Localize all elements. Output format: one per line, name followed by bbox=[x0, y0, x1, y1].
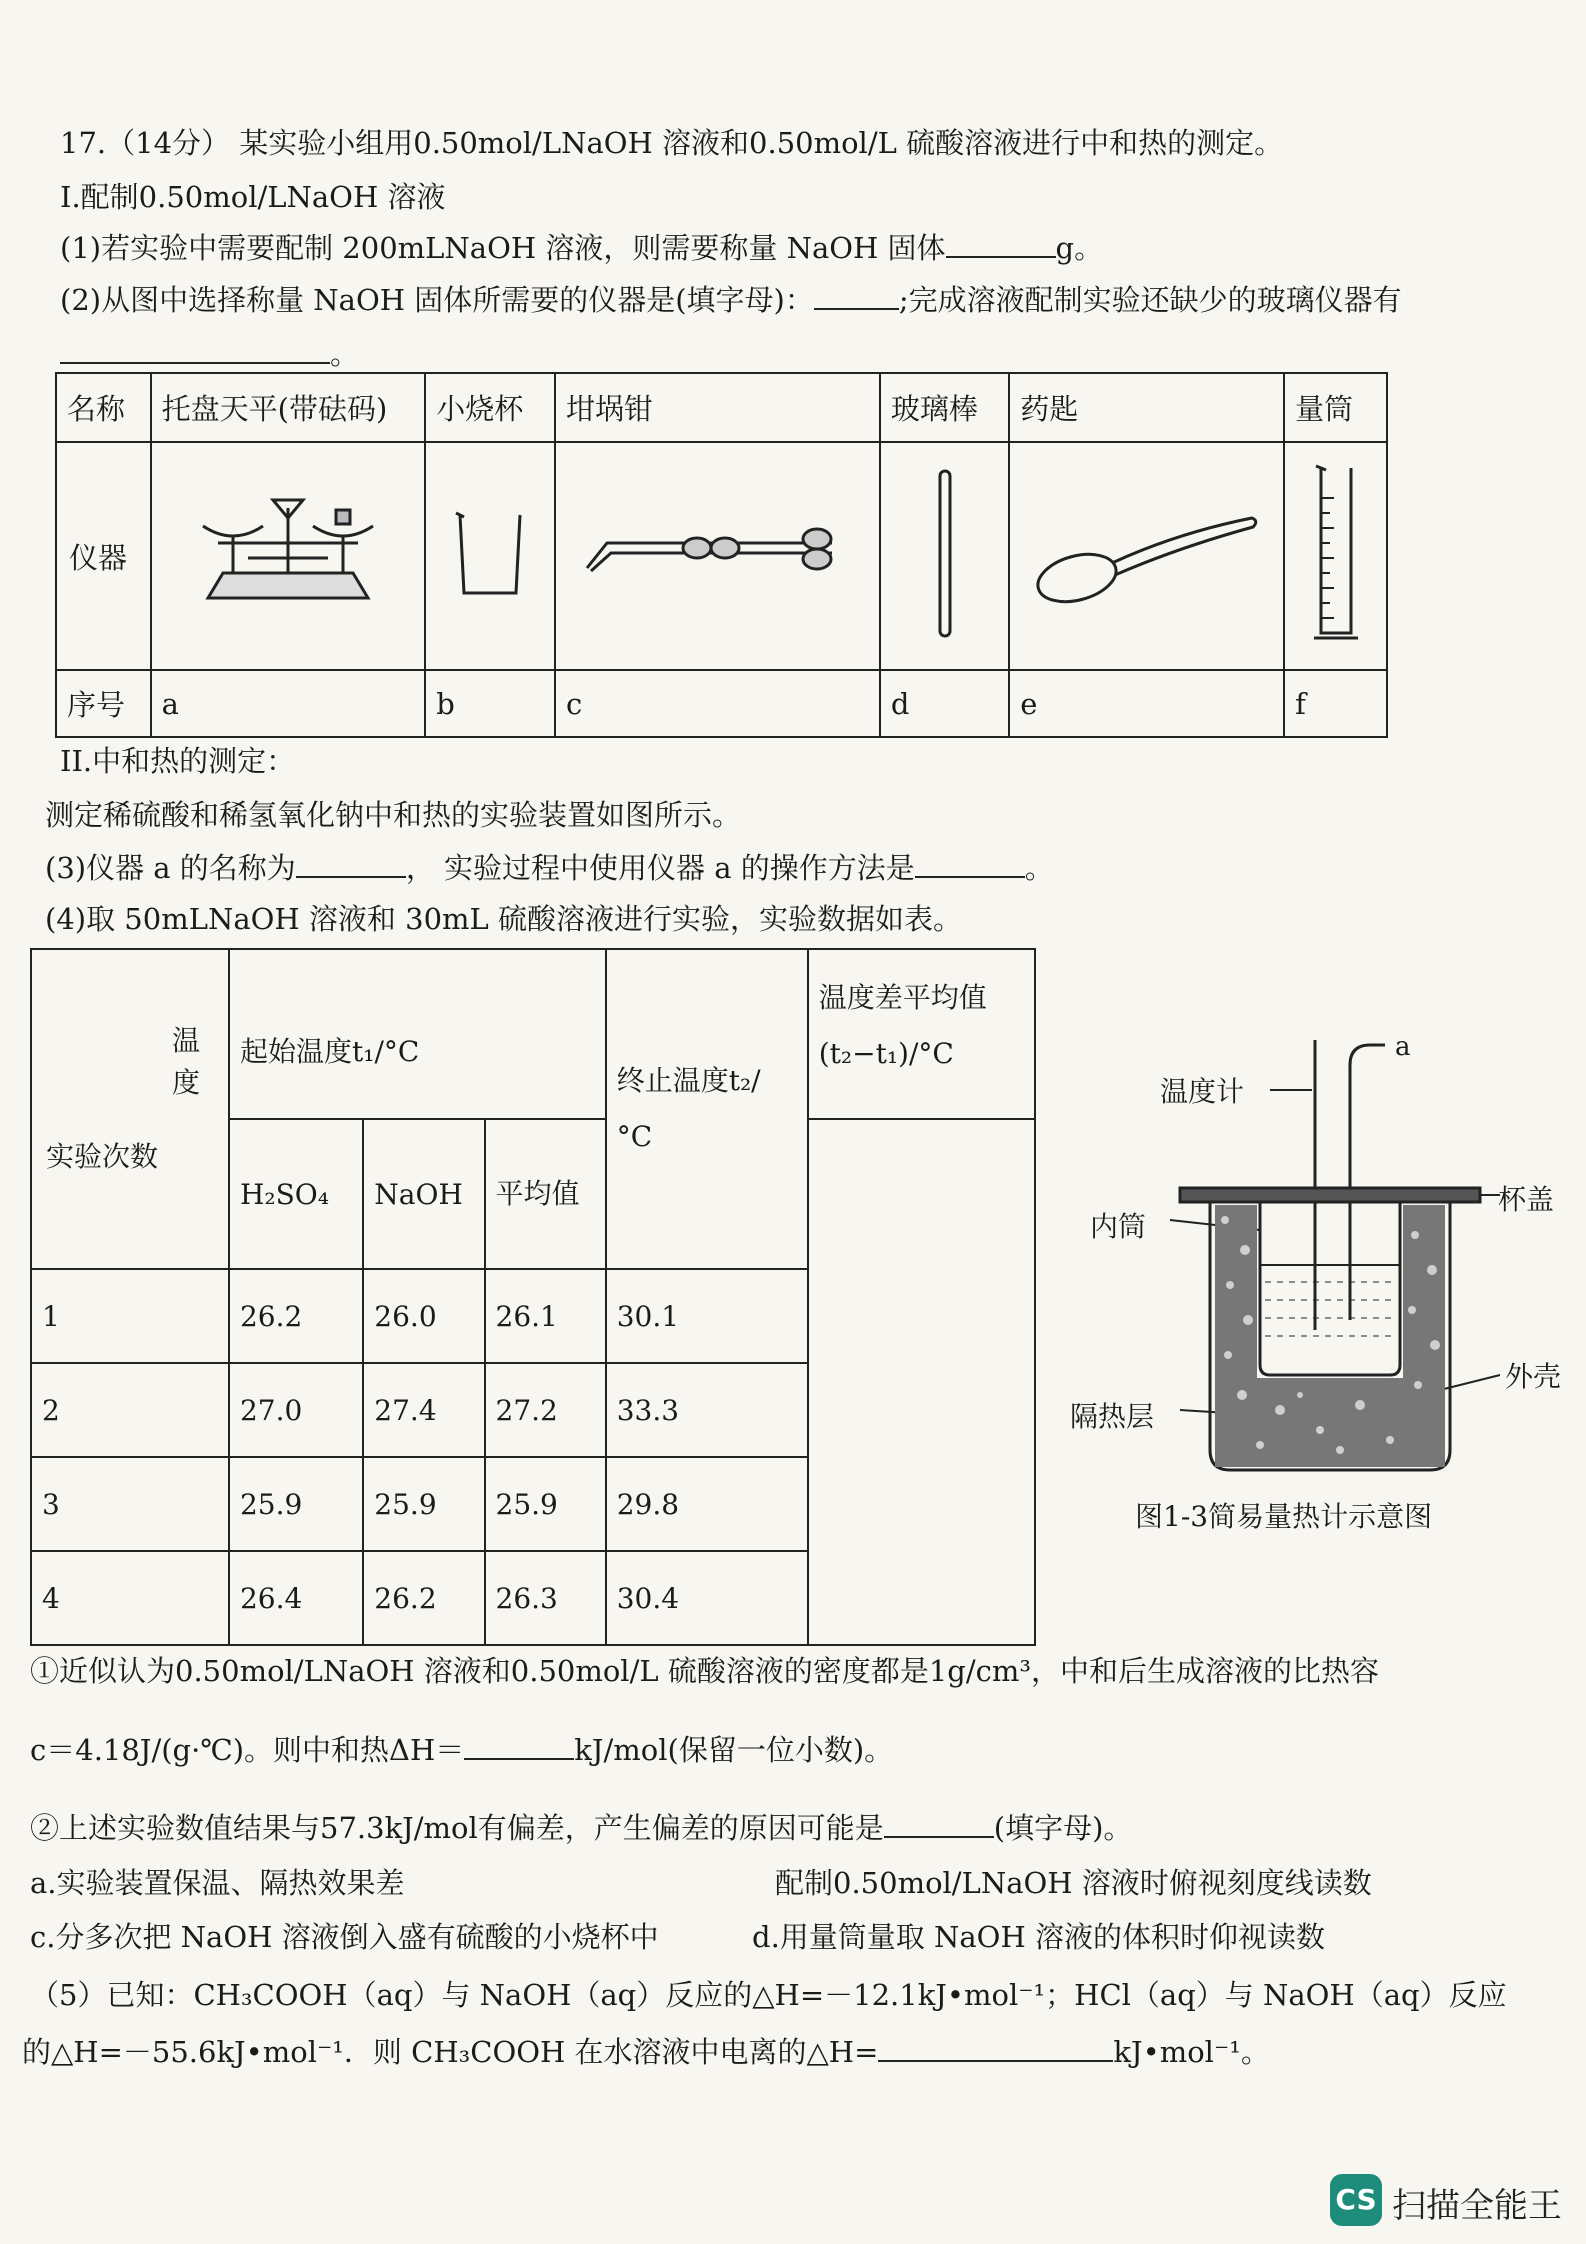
sub-question-2 bbox=[30, 1810, 1132, 1846]
label-inner-cup: 内筒 bbox=[1090, 1210, 1147, 1243]
option-b: 配制0.50mol/LNaOH 溶液时俯视刻度线读数 bbox=[775, 1866, 1372, 1900]
label-a: a bbox=[1395, 1032, 1411, 1062]
naoh-value: 27.4 bbox=[363, 1363, 484, 1457]
scanner-watermark bbox=[1330, 2170, 1570, 2230]
row-label-instrument: 仪器 bbox=[56, 442, 151, 670]
question-2-text: (2)从图中选择称量 NaOH 固体所需要的仪器是(填字母)： bbox=[60, 283, 814, 317]
answer-blank[interactable] bbox=[464, 1732, 574, 1760]
question-3 bbox=[45, 850, 1054, 886]
data-table bbox=[30, 948, 1036, 1646]
equipment-name: 坩埚钳 bbox=[555, 373, 880, 442]
spoon-icon bbox=[1009, 442, 1284, 670]
question-5-unit: kJ•mol⁻¹。 bbox=[1113, 2035, 1270, 2069]
sub-question-2-text: ②上述实验数值结果与57.3kJ/mol有偏差，产生偏差的原因可能是 bbox=[30, 1811, 884, 1845]
equipment-name: 量筒 bbox=[1284, 373, 1387, 442]
equipment-seq: e bbox=[1009, 670, 1284, 737]
avg-header: 平均值 bbox=[485, 1119, 606, 1269]
equipment-seq: b bbox=[425, 670, 555, 737]
avg-value: 25.9 bbox=[485, 1457, 606, 1551]
label-lid: 杯盖 bbox=[1498, 1183, 1555, 1216]
graduated-cylinder-icon bbox=[1284, 442, 1387, 670]
avg-value: 26.1 bbox=[485, 1269, 606, 1363]
end-value: 33.3 bbox=[606, 1363, 808, 1457]
answer-blank[interactable] bbox=[915, 850, 1025, 878]
question-2-end: 。 bbox=[330, 337, 360, 371]
equipment-table bbox=[55, 372, 1388, 738]
equipment-seq: d bbox=[880, 670, 1009, 737]
equipment-seq: f bbox=[1284, 670, 1387, 737]
answer-blank[interactable] bbox=[884, 1810, 994, 1838]
sub-question-2-end: (填字母)。 bbox=[993, 1811, 1133, 1845]
question-1-unit: g。 bbox=[1055, 231, 1104, 265]
question-1 bbox=[60, 230, 1103, 266]
equipment-name: 药匙 bbox=[1009, 373, 1284, 442]
figure-caption: 图1-3简易量热计示意图 bbox=[1135, 1500, 1433, 1533]
equipment-name: 玻璃棒 bbox=[880, 373, 1009, 442]
h2so4-value: 26.2 bbox=[229, 1269, 363, 1363]
h2so4-value: 25.9 bbox=[229, 1457, 363, 1551]
sub-question-1-continued bbox=[30, 1732, 893, 1768]
h2so4-value: 27.0 bbox=[229, 1363, 363, 1457]
question-1-text: (1)若实验中需要配制 200mLNaOH 溶液，则需要称量 NaOH 固体 bbox=[60, 231, 946, 265]
calorimeter-icon bbox=[1060, 1020, 1580, 1560]
question-5: （5）已知：CH₃COOH（aq）与 NaOH（aq）反应的△H=－12.1kJ•mol⁻¹；HCl（aq）与 NaOH（aq）反应 bbox=[30, 1978, 1507, 2012]
balance-icon bbox=[151, 442, 426, 670]
diff-avg-cell[interactable] bbox=[808, 1119, 1035, 1645]
option-a: a.实验装置保温、隔热效果差 bbox=[30, 1866, 405, 1900]
question-2-text-b: ;完成溶液配制实验还缺少的玻璃仪器有 bbox=[898, 283, 1402, 317]
question-17-title: 17.（14分） 某实验小组用0.50mol/LNaOH 溶液和0.50mol/L 硫酸溶液进行中和热的测定。 bbox=[60, 126, 1284, 160]
part-2-description: 测定稀硫酸和稀氢氧化钠中和热的实验装置如图所示。 bbox=[45, 798, 742, 832]
sub-question-1-text: c＝4.18J/(g·℃)。则中和热ΔH＝ bbox=[30, 1733, 465, 1767]
label-outer-shell: 外壳 bbox=[1505, 1360, 1562, 1393]
part-2-title: II.中和热的测定： bbox=[60, 744, 296, 778]
calorimeter-diagram bbox=[1060, 1020, 1580, 1560]
end-value: 30.1 bbox=[606, 1269, 808, 1363]
cs-logo-text: 扫描全能王 bbox=[1392, 2186, 1562, 2226]
end-value: 29.8 bbox=[606, 1457, 808, 1551]
question-2 bbox=[60, 282, 1402, 318]
h2so4-value: 26.4 bbox=[229, 1551, 363, 1645]
naoh-header: NaOH bbox=[363, 1119, 484, 1269]
row-label-seq: 序号 bbox=[56, 670, 151, 737]
option-d: d.用量筒量取 NaOH 溶液的体积时仰视读数 bbox=[752, 1920, 1325, 1954]
label-thermometer: 温度计 bbox=[1160, 1075, 1245, 1108]
diagonal-top-label: 温度 bbox=[172, 1024, 201, 1099]
question-3-end: 。 bbox=[1024, 851, 1054, 885]
glass-rod-icon bbox=[880, 442, 1009, 670]
question-3-text-b: ， 实验过程中使用仪器 a 的操作方法是 bbox=[405, 851, 915, 885]
crucible-tongs-icon bbox=[555, 442, 880, 670]
question-2-continued bbox=[60, 336, 359, 372]
diff-avg-header: 温度差平均值(t₂−t₁)/°C bbox=[808, 949, 1035, 1119]
answer-blank[interactable] bbox=[946, 230, 1056, 258]
label-insulation: 隔热层 bbox=[1070, 1400, 1155, 1433]
answer-blank[interactable] bbox=[60, 336, 330, 364]
equipment-seq: a bbox=[151, 670, 426, 737]
diagonal-header bbox=[31, 949, 229, 1269]
avg-value: 26.3 bbox=[485, 1551, 606, 1645]
trial-number: 3 bbox=[31, 1457, 229, 1551]
beaker-icon bbox=[425, 442, 555, 670]
start-temp-header: 起始温度t₁/°C bbox=[229, 949, 606, 1119]
question-4: (4)取 50mLNaOH 溶液和 30mL 硫酸溶液进行实验，实验数据如表。 bbox=[45, 902, 962, 936]
answer-blank[interactable] bbox=[878, 2034, 1113, 2062]
trial-number: 4 bbox=[31, 1551, 229, 1645]
sub-question-1: ①近似认为0.50mol/LNaOH 溶液和0.50mol/L 硫酸溶液的密度都是1g/cm³，中和后生成溶液的比热容 bbox=[30, 1654, 1379, 1688]
equipment-name: 小烧杯 bbox=[425, 373, 555, 442]
question-5-continued bbox=[22, 2034, 1270, 2070]
naoh-value: 26.0 bbox=[363, 1269, 484, 1363]
naoh-value: 25.9 bbox=[363, 1457, 484, 1551]
equipment-name: 托盘天平(带砝码) bbox=[151, 373, 426, 442]
equipment-seq: c bbox=[555, 670, 880, 737]
trial-number: 1 bbox=[31, 1269, 229, 1363]
answer-blank[interactable] bbox=[814, 282, 899, 310]
naoh-value: 26.2 bbox=[363, 1551, 484, 1645]
row-label-name: 名称 bbox=[56, 373, 151, 442]
avg-value: 27.2 bbox=[485, 1363, 606, 1457]
end-value: 30.4 bbox=[606, 1551, 808, 1645]
end-temp-header: 终止温度t₂/°C bbox=[606, 949, 808, 1269]
part-1-title: I.配制0.50mol/LNaOH 溶液 bbox=[60, 180, 446, 214]
cs-logo-icon: CS bbox=[1330, 2174, 1382, 2226]
question-5-text: 的△H=－55.6kJ•mol⁻¹．则 CH₃COOH 在水溶液中电离的△H= bbox=[22, 2035, 879, 2069]
option-c: c.分多次把 NaOH 溶液倒入盛有硫酸的小烧杯中 bbox=[30, 1920, 659, 1954]
answer-blank[interactable] bbox=[296, 850, 406, 878]
h2so4-header: H₂SO₄ bbox=[229, 1119, 363, 1269]
sub-question-1-unit: kJ/mol(保留一位小数)。 bbox=[574, 1733, 894, 1767]
diagonal-bottom-label: 实验次数 bbox=[46, 1140, 159, 1173]
question-3-text: (3)仪器 a 的名称为 bbox=[45, 851, 296, 885]
trial-number: 2 bbox=[31, 1363, 229, 1457]
